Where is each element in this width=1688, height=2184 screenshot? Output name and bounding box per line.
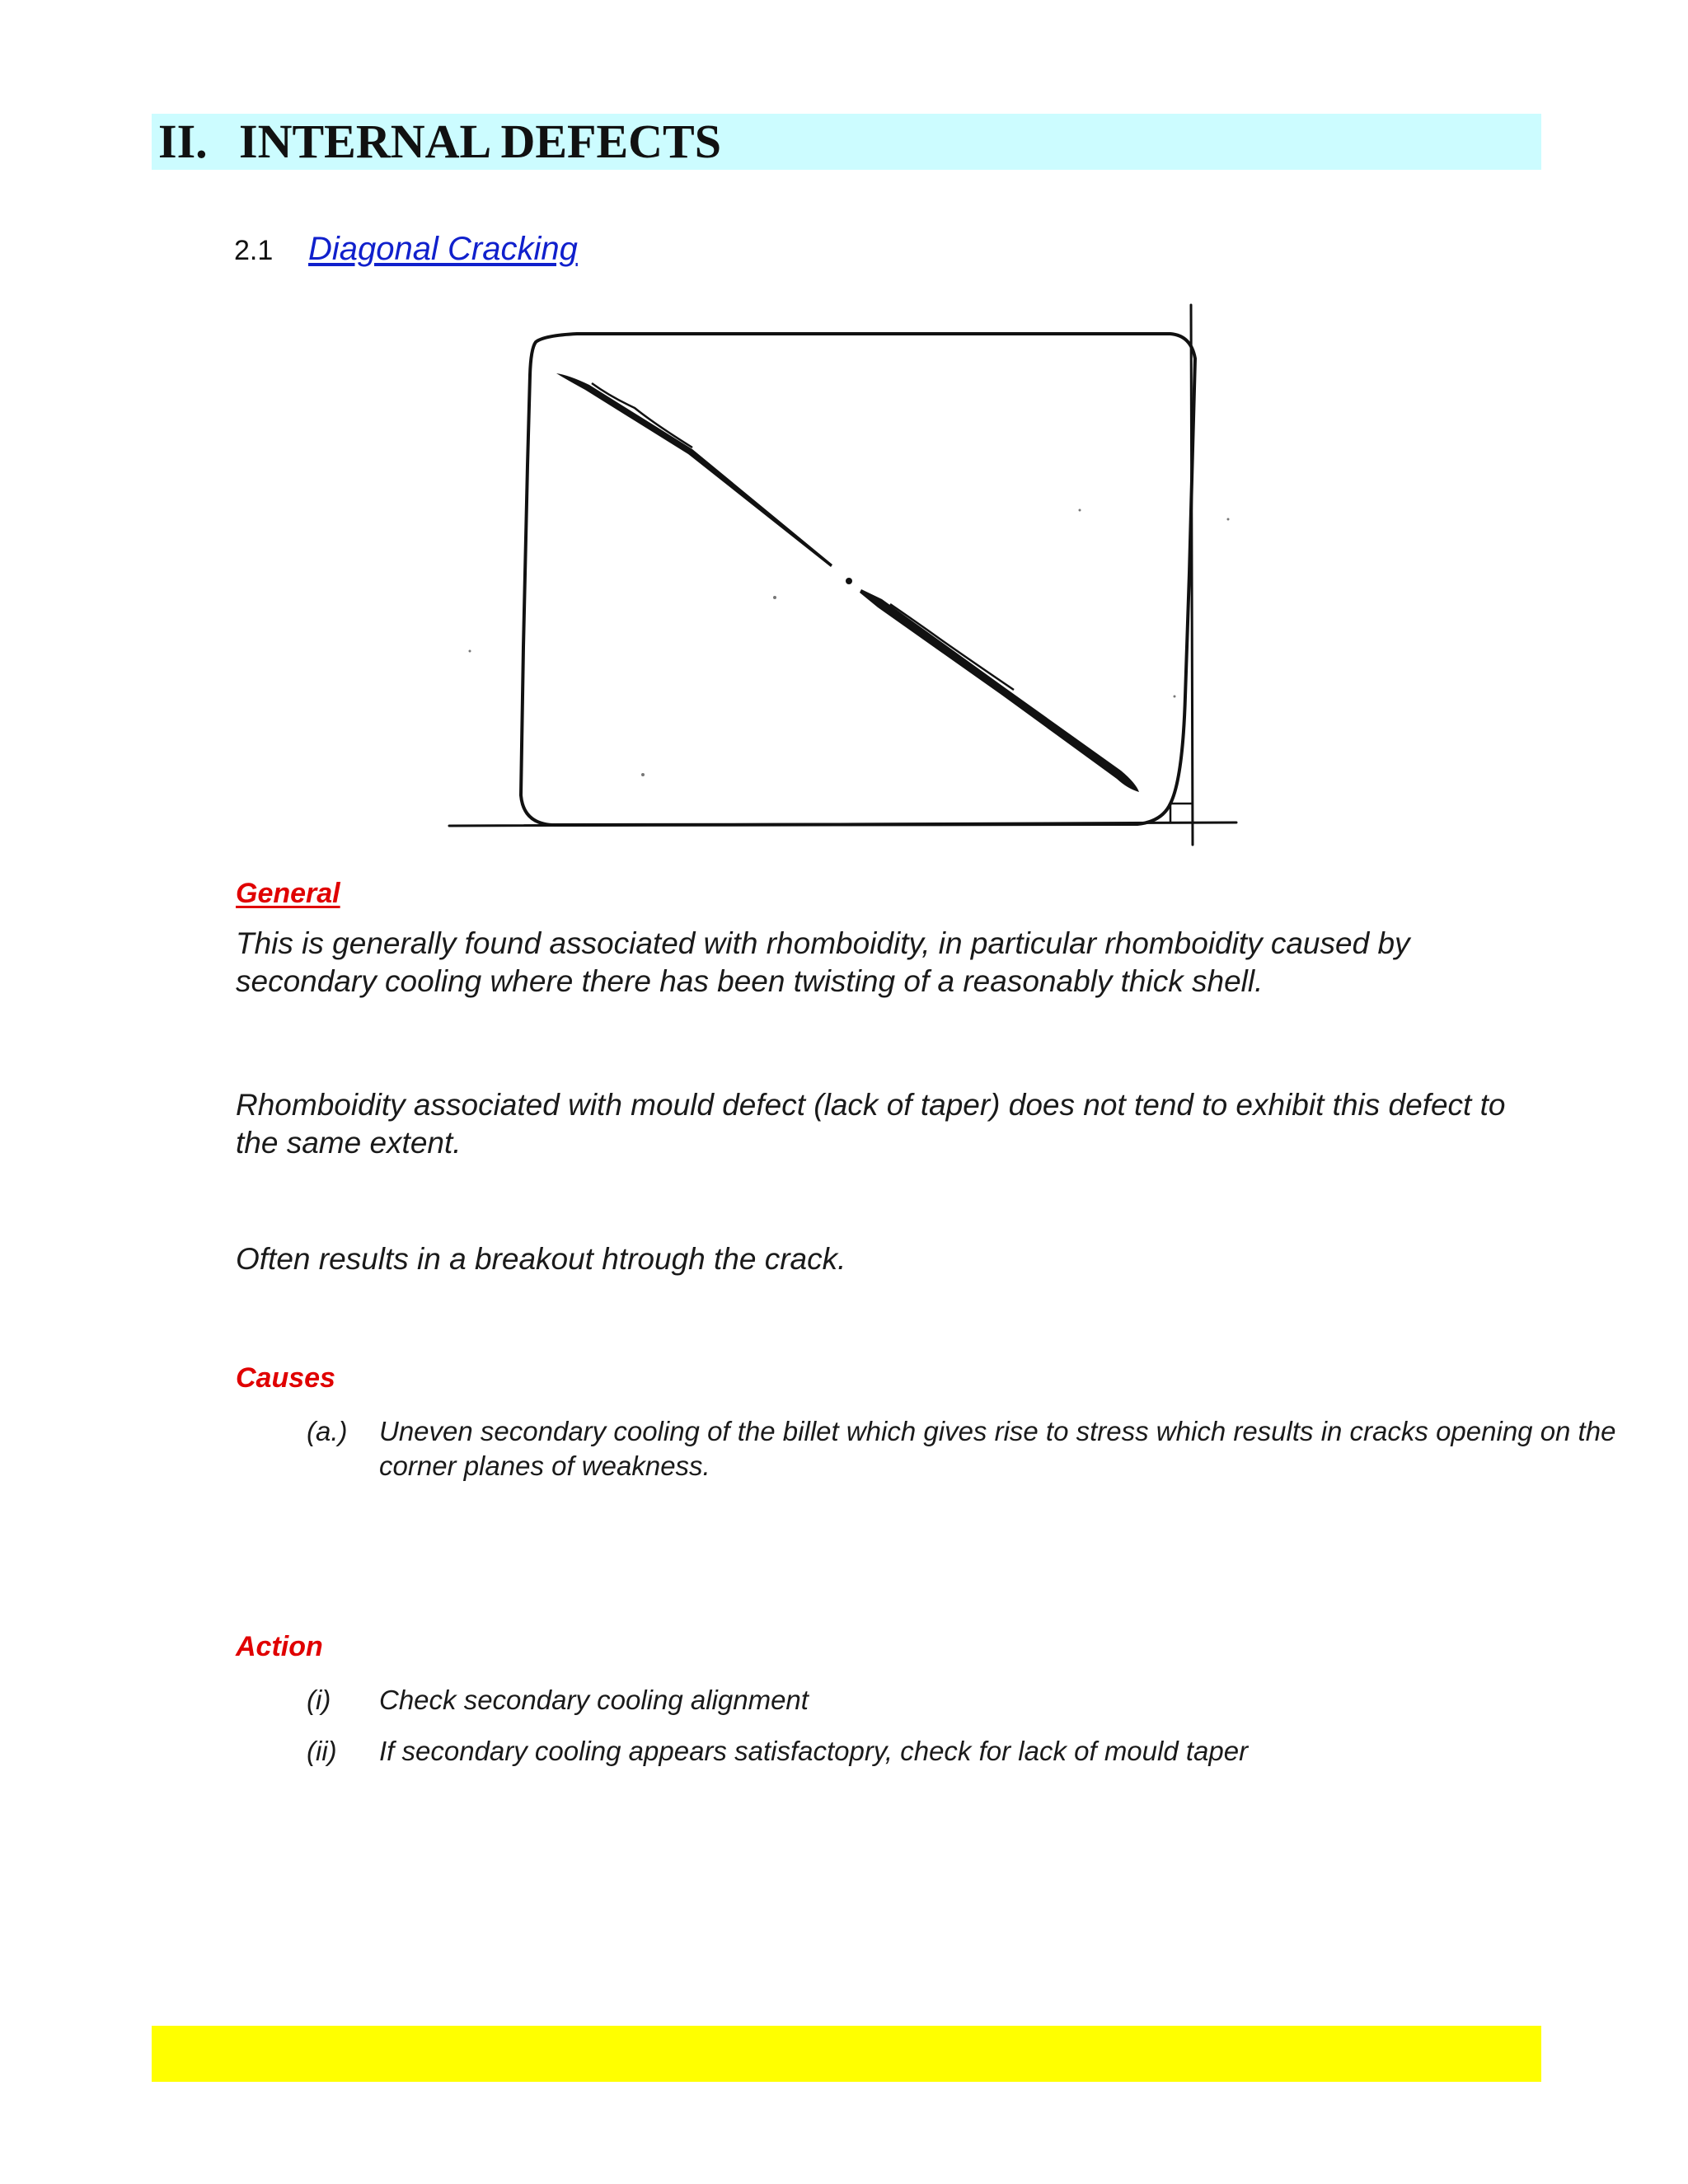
crack-center-dot	[846, 578, 852, 584]
section-number: II.	[158, 115, 208, 168]
subsection-title-link[interactable]: Diagonal Cracking	[308, 231, 578, 267]
crack-lower-edge	[890, 604, 1014, 690]
right-angle-mark	[1170, 804, 1192, 823]
action-text: If secondary cooling appears satisfactopry, check for lack of mould taper	[379, 1736, 1249, 1766]
diagonal-crack-diagram	[445, 301, 1253, 861]
crack-upper	[556, 373, 832, 567]
cause-text: Uneven secondary cooling of the billet which gives rise to stress which results in cracks opening on the corner planes of weakness.	[379, 1416, 1616, 1481]
footer-band	[152, 2026, 1541, 2082]
crack-upper-edge	[592, 383, 692, 448]
general-paragraph-3: Often results in a breakout htrough the crack.	[236, 1242, 846, 1276]
section-heading	[158, 114, 721, 170]
cause-marker: (a.)	[307, 1416, 348, 1446]
general-label: General	[236, 878, 340, 909]
subsection-number: 2.1	[234, 235, 274, 266]
general-paragraph-2: Rhomboidity associated with mould defect (lack of taper) does not tend to exhibit this defect to the same extent.	[236, 1088, 1506, 1160]
causes-label: Causes	[236, 1362, 335, 1394]
section-title: INTERNAL DEFECTS	[239, 115, 721, 168]
vertical-line	[1191, 305, 1193, 845]
action-text: Check secondary cooling alignment	[379, 1685, 809, 1715]
general-paragraph-1: This is generally found associated with rhomboidity, in particular rhomboidity caused by secondary cooling where there has been twisting of a reasonably thick shell.	[236, 926, 1410, 998]
action-marker: (ii)	[307, 1736, 337, 1766]
action-marker: (i)	[307, 1685, 331, 1715]
crack-lower	[860, 589, 1139, 792]
action-label: Action	[236, 1631, 323, 1662]
